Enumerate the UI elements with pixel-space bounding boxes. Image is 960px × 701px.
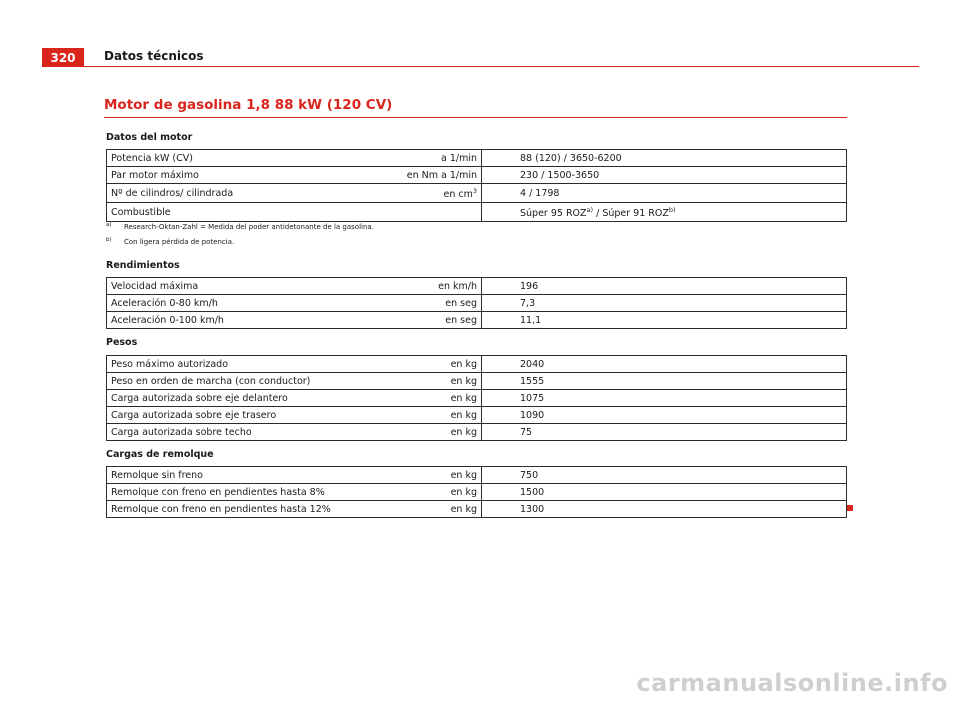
row-unit: en kg bbox=[401, 467, 482, 484]
row-label: Remolque sin freno bbox=[107, 467, 402, 484]
weights-table bbox=[106, 355, 847, 441]
row-label: Combustible bbox=[107, 203, 402, 222]
row-value: 4 / 1798 bbox=[482, 184, 847, 203]
row-label: Par motor máximo bbox=[107, 167, 402, 184]
footnote-ref-a: a) bbox=[586, 206, 594, 215]
row-value: 750 bbox=[482, 467, 847, 484]
row-unit: en kg bbox=[401, 356, 482, 373]
row-value: 2040 bbox=[482, 356, 847, 373]
towing-table bbox=[106, 466, 847, 518]
engine-heading: Datos del motor bbox=[106, 132, 193, 143]
row-label: Carga autorizada sobre techo bbox=[107, 424, 402, 441]
row-unit bbox=[401, 203, 482, 222]
footnote-mark: b) bbox=[106, 237, 112, 243]
table-row bbox=[107, 278, 847, 295]
row-unit: en kg bbox=[401, 501, 482, 518]
row-value: 1075 bbox=[482, 390, 847, 407]
row-label: Aceleración 0-100 km/h bbox=[107, 312, 402, 329]
row-label: Peso máximo autorizado bbox=[107, 356, 402, 373]
watermark: carmanualsonline.info bbox=[636, 669, 948, 697]
section-end-marker bbox=[847, 505, 853, 511]
row-label: Aceleración 0-80 km/h bbox=[107, 295, 402, 312]
row-unit: en kg bbox=[401, 373, 482, 390]
table-row bbox=[107, 373, 847, 390]
fuel-value-b: / Súper 91 ROZ bbox=[593, 208, 669, 220]
table-row bbox=[107, 295, 847, 312]
footnote-text: Research-Oktan-Zahl = Medida del poder antidetonante de la gasolina. bbox=[124, 223, 374, 231]
row-value: 75 bbox=[482, 424, 847, 441]
performance-heading: Rendimientos bbox=[106, 260, 180, 271]
footnote-ref-b: b) bbox=[668, 206, 676, 215]
footnote bbox=[106, 220, 374, 235]
row-value: 1500 bbox=[482, 484, 847, 501]
table-row bbox=[107, 203, 847, 222]
row-value: 88 (120) / 3650-6200 bbox=[482, 150, 847, 167]
row-value: 11,1 bbox=[482, 312, 847, 329]
row-value: 1555 bbox=[482, 373, 847, 390]
performance-table bbox=[106, 277, 847, 329]
towing-heading: Cargas de remolque bbox=[106, 449, 214, 460]
row-label: Velocidad máxima bbox=[107, 278, 402, 295]
row-value: 196 bbox=[482, 278, 847, 295]
row-value: 7,3 bbox=[482, 295, 847, 312]
table-row bbox=[107, 184, 847, 203]
row-value bbox=[482, 203, 847, 222]
row-label: Remolque con freno en pendientes hasta 8% bbox=[107, 484, 402, 501]
page-number: 320 bbox=[42, 48, 84, 67]
table-row bbox=[107, 484, 847, 501]
unit-superscript: 3 bbox=[472, 187, 477, 195]
row-unit: en kg bbox=[401, 407, 482, 424]
row-unit: a 1/min bbox=[401, 150, 482, 167]
footnote bbox=[106, 235, 374, 250]
fuel-value-a: Súper 95 ROZ bbox=[520, 208, 587, 220]
table-row bbox=[107, 407, 847, 424]
header-divider bbox=[84, 66, 919, 67]
unit-text: en cm bbox=[443, 189, 473, 201]
weights-heading: Pesos bbox=[106, 337, 138, 348]
row-unit: en Nm a 1/min bbox=[401, 167, 482, 184]
table-row bbox=[107, 467, 847, 484]
row-value: 1090 bbox=[482, 407, 847, 424]
row-label: Nº de cilindros/ cilindrada bbox=[107, 184, 402, 203]
row-value: 230 / 1500-3650 bbox=[482, 167, 847, 184]
table-row bbox=[107, 390, 847, 407]
section-divider bbox=[104, 117, 847, 118]
section-title: Motor de gasolina 1,8 88 kW (120 CV) bbox=[104, 97, 393, 113]
table-row bbox=[107, 167, 847, 184]
table-row bbox=[107, 150, 847, 167]
footnote-text: Con ligera pérdida de potencia. bbox=[124, 238, 235, 246]
row-unit bbox=[401, 184, 482, 203]
row-unit: en seg bbox=[401, 312, 482, 329]
row-label: Remolque con freno en pendientes hasta 12% bbox=[107, 501, 402, 518]
footnotes bbox=[106, 220, 374, 250]
table-row bbox=[107, 501, 847, 518]
row-unit: en km/h bbox=[401, 278, 482, 295]
row-label: Peso en orden de marcha (con conductor) bbox=[107, 373, 402, 390]
row-label: Carga autorizada sobre eje delantero bbox=[107, 390, 402, 407]
footnote-mark: a) bbox=[106, 222, 112, 228]
row-unit: en seg bbox=[401, 295, 482, 312]
row-unit: en kg bbox=[401, 484, 482, 501]
row-unit: en kg bbox=[401, 424, 482, 441]
row-unit: en kg bbox=[401, 390, 482, 407]
row-label: Carga autorizada sobre eje trasero bbox=[107, 407, 402, 424]
table-row bbox=[107, 356, 847, 373]
table-row bbox=[107, 312, 847, 329]
page-header-title: Datos técnicos bbox=[104, 49, 204, 63]
engine-table bbox=[106, 149, 847, 222]
table-row bbox=[107, 424, 847, 441]
row-value: 1300 bbox=[482, 501, 847, 518]
row-label: Potencia kW (CV) bbox=[107, 150, 402, 167]
